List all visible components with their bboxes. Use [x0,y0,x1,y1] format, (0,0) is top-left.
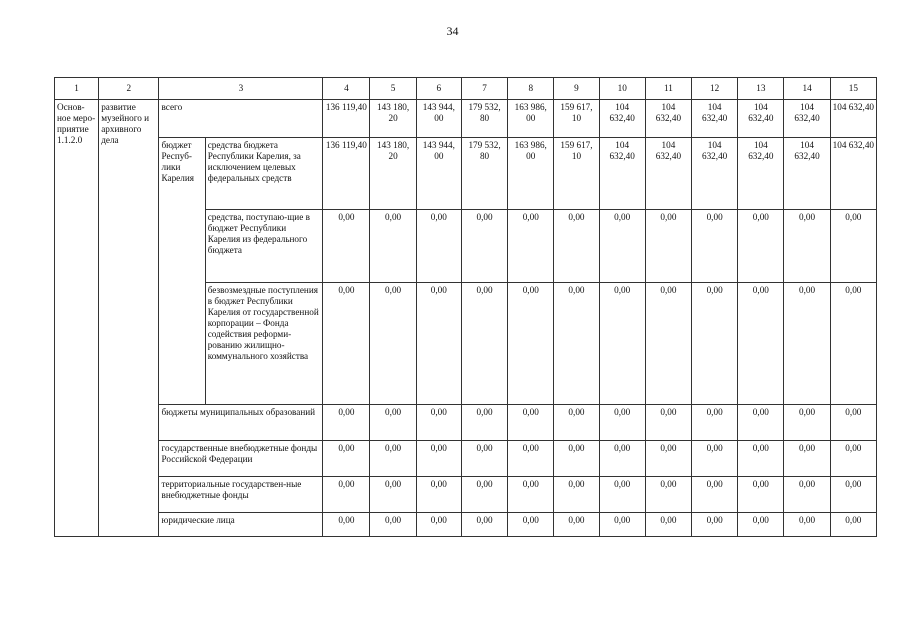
value-cell: 0,00 [599,513,645,537]
row-label: всего [159,100,323,138]
value-cell: 0,00 [416,210,461,283]
value-cell: 0,00 [692,477,738,513]
value-cell: 0,00 [508,441,554,477]
value-cell: 104 632,40 [738,138,784,210]
header-cell: 10 [599,78,645,100]
value-cell: 0,00 [508,513,554,537]
value-cell: 136 119,40 [323,100,370,138]
row-label: бюджеты муниципальных образований [159,405,323,441]
value-cell: 0,00 [645,513,691,537]
value-cell: 0,00 [599,210,645,283]
value-cell: 0,00 [370,405,416,441]
value-cell: 0,00 [323,210,370,283]
value-cell: 0,00 [370,441,416,477]
value-cell: 0,00 [554,283,599,405]
value-cell: 0,00 [508,405,554,441]
table-row [55,477,877,513]
value-cell: 0,00 [645,283,691,405]
value-cell: 0,00 [599,283,645,405]
header-cell: 12 [692,78,738,100]
value-cell: 143 180, 20 [370,138,416,210]
header-cell: 9 [554,78,599,100]
value-cell: 0,00 [554,405,599,441]
value-cell: 0,00 [645,441,691,477]
value-cell: 143 180, 20 [370,100,416,138]
value-cell: 0,00 [323,283,370,405]
value-cell: 0,00 [370,477,416,513]
budget-group-cell: бюджет Респуб-лики Карелия [159,138,205,405]
value-cell: 104 632,40 [645,100,691,138]
value-cell: 0,00 [738,405,784,441]
value-cell: 104 632,40 [738,100,784,138]
header-cell: 4 [323,78,370,100]
header-cell: 15 [830,78,876,100]
value-cell: 0,00 [784,210,830,283]
activity-code-cell: Основ-ное меро-приятие 1.1.2.0 [55,100,99,537]
table-row [55,405,877,441]
value-cell: 0,00 [692,513,738,537]
header-cell: 3 [159,78,323,100]
value-cell: 0,00 [461,210,507,283]
value-cell: 0,00 [784,513,830,537]
table-row [55,513,877,537]
header-cell: 11 [645,78,691,100]
value-cell: 104 632,40 [645,138,691,210]
value-cell: 0,00 [599,477,645,513]
value-cell: 0,00 [370,283,416,405]
value-cell: 0,00 [645,405,691,441]
value-cell: 0,00 [461,477,507,513]
value-cell: 0,00 [738,283,784,405]
value-cell: 0,00 [508,210,554,283]
value-cell: 143 944, 00 [416,138,461,210]
value-cell: 0,00 [416,513,461,537]
header-cell: 13 [738,78,784,100]
value-cell: 0,00 [461,405,507,441]
value-cell: 159 617, 10 [554,138,599,210]
value-cell: 104 632,40 [692,100,738,138]
page-number: 34 [446,24,459,38]
value-cell: 0,00 [784,405,830,441]
value-cell: 0,00 [323,477,370,513]
row-label: государственные внебюджетные фонды Российской Федерации [159,441,323,477]
value-cell: 104 632,40 [830,100,876,138]
value-cell: 0,00 [830,283,876,405]
value-cell: 104 632,40 [830,138,876,210]
value-cell: 0,00 [508,477,554,513]
value-cell: 0,00 [599,405,645,441]
value-cell: 0,00 [830,441,876,477]
value-cell: 0,00 [554,210,599,283]
value-cell: 159 617, 10 [554,100,599,138]
value-cell: 143 944, 00 [416,100,461,138]
header-cell: 2 [99,78,159,100]
value-cell: 0,00 [692,210,738,283]
budget-table [54,77,877,537]
table-row [55,441,877,477]
value-cell: 0,00 [692,405,738,441]
value-cell: 0,00 [738,441,784,477]
table-row [55,100,877,138]
value-cell: 0,00 [645,210,691,283]
value-cell: 179 532, 80 [461,138,507,210]
row-label: юридические лица [159,513,323,537]
value-cell: 0,00 [323,513,370,537]
row-label: территориальные государствен-ные внебюджетные фонды [159,477,323,513]
value-cell: 0,00 [416,405,461,441]
value-cell: 0,00 [370,513,416,537]
value-cell: 104 632,40 [784,138,830,210]
value-cell: 0,00 [554,513,599,537]
value-cell: 104 632,40 [599,100,645,138]
value-cell: 0,00 [416,477,461,513]
value-cell: 0,00 [830,210,876,283]
value-cell: 0,00 [692,441,738,477]
value-cell: 0,00 [738,477,784,513]
value-cell: 104 632,40 [692,138,738,210]
value-cell: 0,00 [461,441,507,477]
value-cell: 0,00 [784,441,830,477]
value-cell: 0,00 [370,210,416,283]
activity-name-cell: развитие музейного и архивного дела [99,100,159,537]
value-cell: 136 119,40 [323,138,370,210]
header-cell: 5 [370,78,416,100]
value-cell: 163 986, 00 [508,138,554,210]
value-cell: 0,00 [554,441,599,477]
row-label: средства, поступаю-щие в бюджет Республики Карелия из федерального бюджета [205,210,323,283]
value-cell: 0,00 [323,441,370,477]
value-cell: 163 986, 00 [508,100,554,138]
header-row [55,78,877,100]
header-cell: 6 [416,78,461,100]
value-cell: 0,00 [830,405,876,441]
value-cell: 0,00 [784,283,830,405]
value-cell: 0,00 [738,513,784,537]
value-cell: 179 532, 80 [461,100,507,138]
value-cell: 104 632,40 [599,138,645,210]
value-cell: 0,00 [416,441,461,477]
value-cell: 104 632,40 [784,100,830,138]
value-cell: 0,00 [645,477,691,513]
header-cell: 7 [461,78,507,100]
value-cell: 0,00 [416,283,461,405]
value-cell: 0,00 [323,405,370,441]
header-cell: 8 [508,78,554,100]
value-cell: 0,00 [692,283,738,405]
value-cell: 0,00 [830,513,876,537]
value-cell: 0,00 [599,441,645,477]
value-cell: 0,00 [738,210,784,283]
table-row [55,138,877,210]
value-cell: 0,00 [554,477,599,513]
row-label: безвозмездные поступления в бюджет Республики Карелия от государственной корпорации – Фонда содействия реформи-рованию жилищно-коммунального хозяйства [205,283,323,405]
value-cell: 0,00 [461,513,507,537]
value-cell: 0,00 [508,283,554,405]
row-label: средства бюджета Республики Карелия, за исключением целевых федеральных средств [205,138,323,210]
value-cell: 0,00 [830,477,876,513]
value-cell: 0,00 [784,477,830,513]
value-cell: 0,00 [461,283,507,405]
header-cell: 14 [784,78,830,100]
header-cell: 1 [55,78,99,100]
